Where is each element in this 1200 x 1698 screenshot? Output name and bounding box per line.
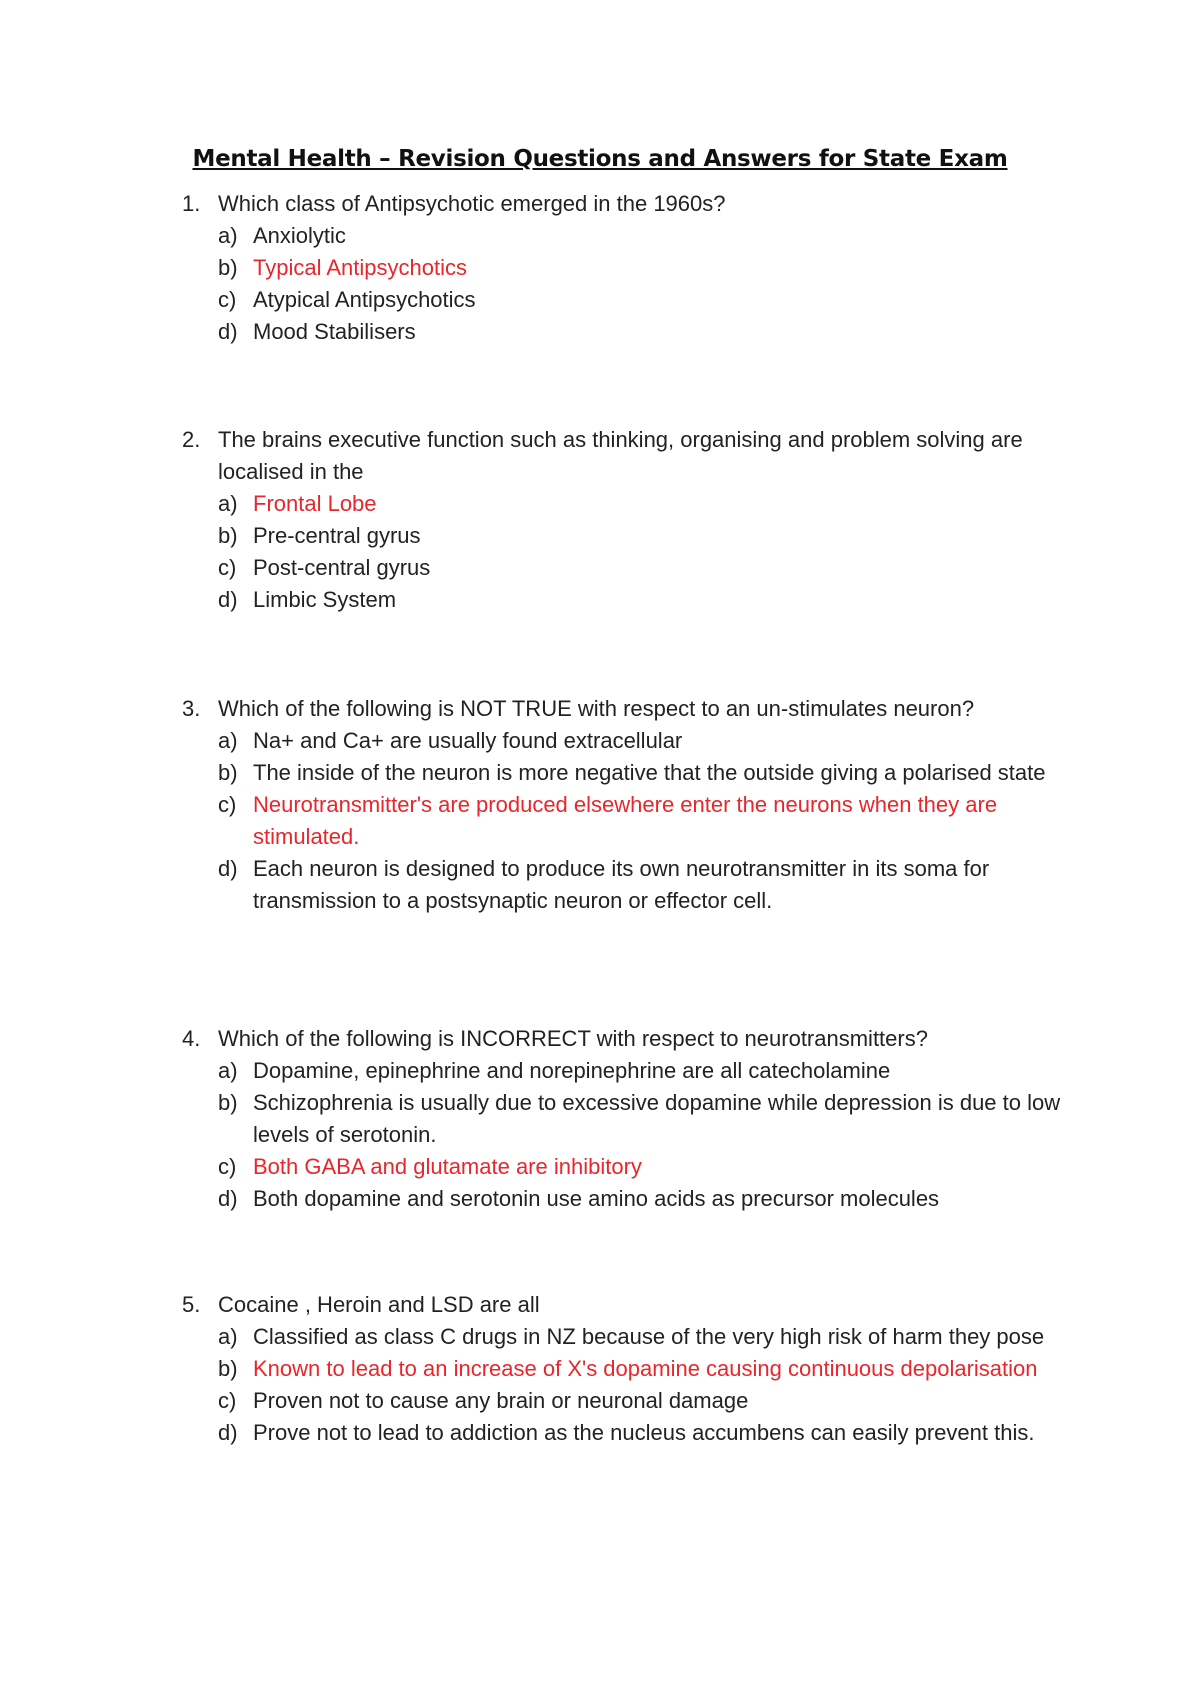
option-text: Both GABA and glutamate are inhibitory — [253, 1154, 642, 1179]
answer-option — [218, 1087, 1082, 1151]
option-text: Post-central gyrus — [253, 555, 431, 580]
question-text: Which of the following is NOT TRUE with respect to an un-stimulates neuron? — [218, 696, 975, 721]
option-text: Schizophrenia is usually due to excessive dopamine while depression is due to low levels of serotonin. — [253, 1090, 1061, 1147]
answer-option-correct — [218, 252, 1082, 284]
question-number: 5. — [182, 1292, 201, 1317]
option-letter: b) — [218, 760, 238, 785]
question-number: 3. — [182, 696, 201, 721]
answer-option-correct — [218, 488, 1082, 520]
answer-option — [218, 520, 1082, 552]
question-4 — [182, 1023, 1082, 1215]
question-1 — [182, 188, 1082, 348]
option-letter: d) — [218, 319, 238, 344]
question-2 — [182, 424, 1082, 616]
option-text: Anxiolytic — [253, 223, 346, 248]
answer-option-correct — [218, 1151, 1082, 1183]
answer-option-correct — [218, 1353, 1082, 1385]
option-letter: b) — [218, 1090, 238, 1115]
option-text: Limbic System — [253, 587, 397, 612]
option-text: Known to lead to an increase of X's dopamine causing continuous depolarisation — [253, 1356, 1038, 1381]
option-letter: c) — [218, 1388, 237, 1413]
answer-option — [218, 757, 1082, 789]
question-3 — [182, 693, 1082, 917]
option-letter: c) — [218, 1154, 237, 1179]
answer-option — [218, 1055, 1082, 1087]
option-text: Mood Stabilisers — [253, 319, 416, 344]
answer-option — [218, 725, 1082, 757]
question-text: The brains executive function such as thinking, organising and problem solving are localised in the — [218, 427, 1023, 484]
answer-option — [218, 1321, 1082, 1353]
option-text: Pre-central gyrus — [253, 523, 421, 548]
question-number: 4. — [182, 1026, 201, 1051]
option-text: Atypical Antipsychotics — [253, 287, 476, 312]
answer-option-correct — [218, 789, 1082, 853]
option-letter: c) — [218, 792, 237, 817]
option-text: Classified as class C drugs in NZ because of the very high risk of harm they pose — [253, 1324, 1045, 1349]
page-title: Mental Health – Revision Questions and Answers for State Exam — [192, 146, 1008, 172]
option-text: Typical Antipsychotics — [253, 255, 467, 280]
option-letter: a) — [218, 223, 238, 248]
answer-option — [218, 853, 1082, 917]
option-text: Frontal Lobe — [253, 491, 377, 516]
answer-option — [218, 584, 1082, 616]
option-text: Proven not to cause any brain or neuronal damage — [253, 1388, 749, 1413]
option-text: Dopamine, epinephrine and norepinephrine are all catecholamine — [253, 1058, 891, 1083]
option-letter: c) — [218, 555, 237, 580]
option-text: Na+ and Ca+ are usually found extracellular — [253, 728, 683, 753]
option-letter: d) — [218, 856, 238, 881]
answer-option — [218, 1417, 1082, 1449]
option-letter: d) — [218, 1420, 238, 1445]
option-letter: a) — [218, 728, 238, 753]
option-text: Both dopamine and serotonin use amino acids as precursor molecules — [253, 1186, 940, 1211]
option-letter: b) — [218, 255, 238, 280]
question-number: 1. — [182, 191, 201, 216]
question-text: Which of the following is INCORRECT with respect to neurotransmitters? — [218, 1026, 928, 1051]
answer-option — [218, 220, 1082, 252]
option-text: Prove not to lead to addiction as the nucleus accumbens can easily prevent this. — [253, 1420, 1035, 1445]
option-letter: a) — [218, 491, 238, 516]
answer-option — [218, 284, 1082, 316]
option-letter: b) — [218, 1356, 238, 1381]
option-letter: d) — [218, 1186, 238, 1211]
question-5 — [182, 1289, 1082, 1449]
answer-option — [218, 316, 1082, 348]
question-number: 2. — [182, 427, 201, 452]
answer-option — [218, 1183, 1082, 1215]
option-text: Each neuron is designed to produce its own neurotransmitter in its soma for transmission to a postsynaptic neuron or effector cell. — [253, 856, 990, 913]
answer-option — [218, 552, 1082, 584]
option-letter: a) — [218, 1324, 238, 1349]
option-letter: d) — [218, 587, 238, 612]
option-letter: b) — [218, 523, 238, 548]
question-text: Which class of Antipsychotic emerged in the 1960s? — [218, 191, 726, 216]
option-text: Neurotransmitter's are produced elsewhere enter the neurons when they are stimulated. — [253, 792, 998, 849]
option-letter: a) — [218, 1058, 238, 1083]
option-text: The inside of the neuron is more negative that the outside giving a polarised state — [253, 760, 1046, 785]
question-text: Cocaine , Heroin and LSD are all — [218, 1292, 540, 1317]
answer-option — [218, 1385, 1082, 1417]
option-letter: c) — [218, 287, 237, 312]
